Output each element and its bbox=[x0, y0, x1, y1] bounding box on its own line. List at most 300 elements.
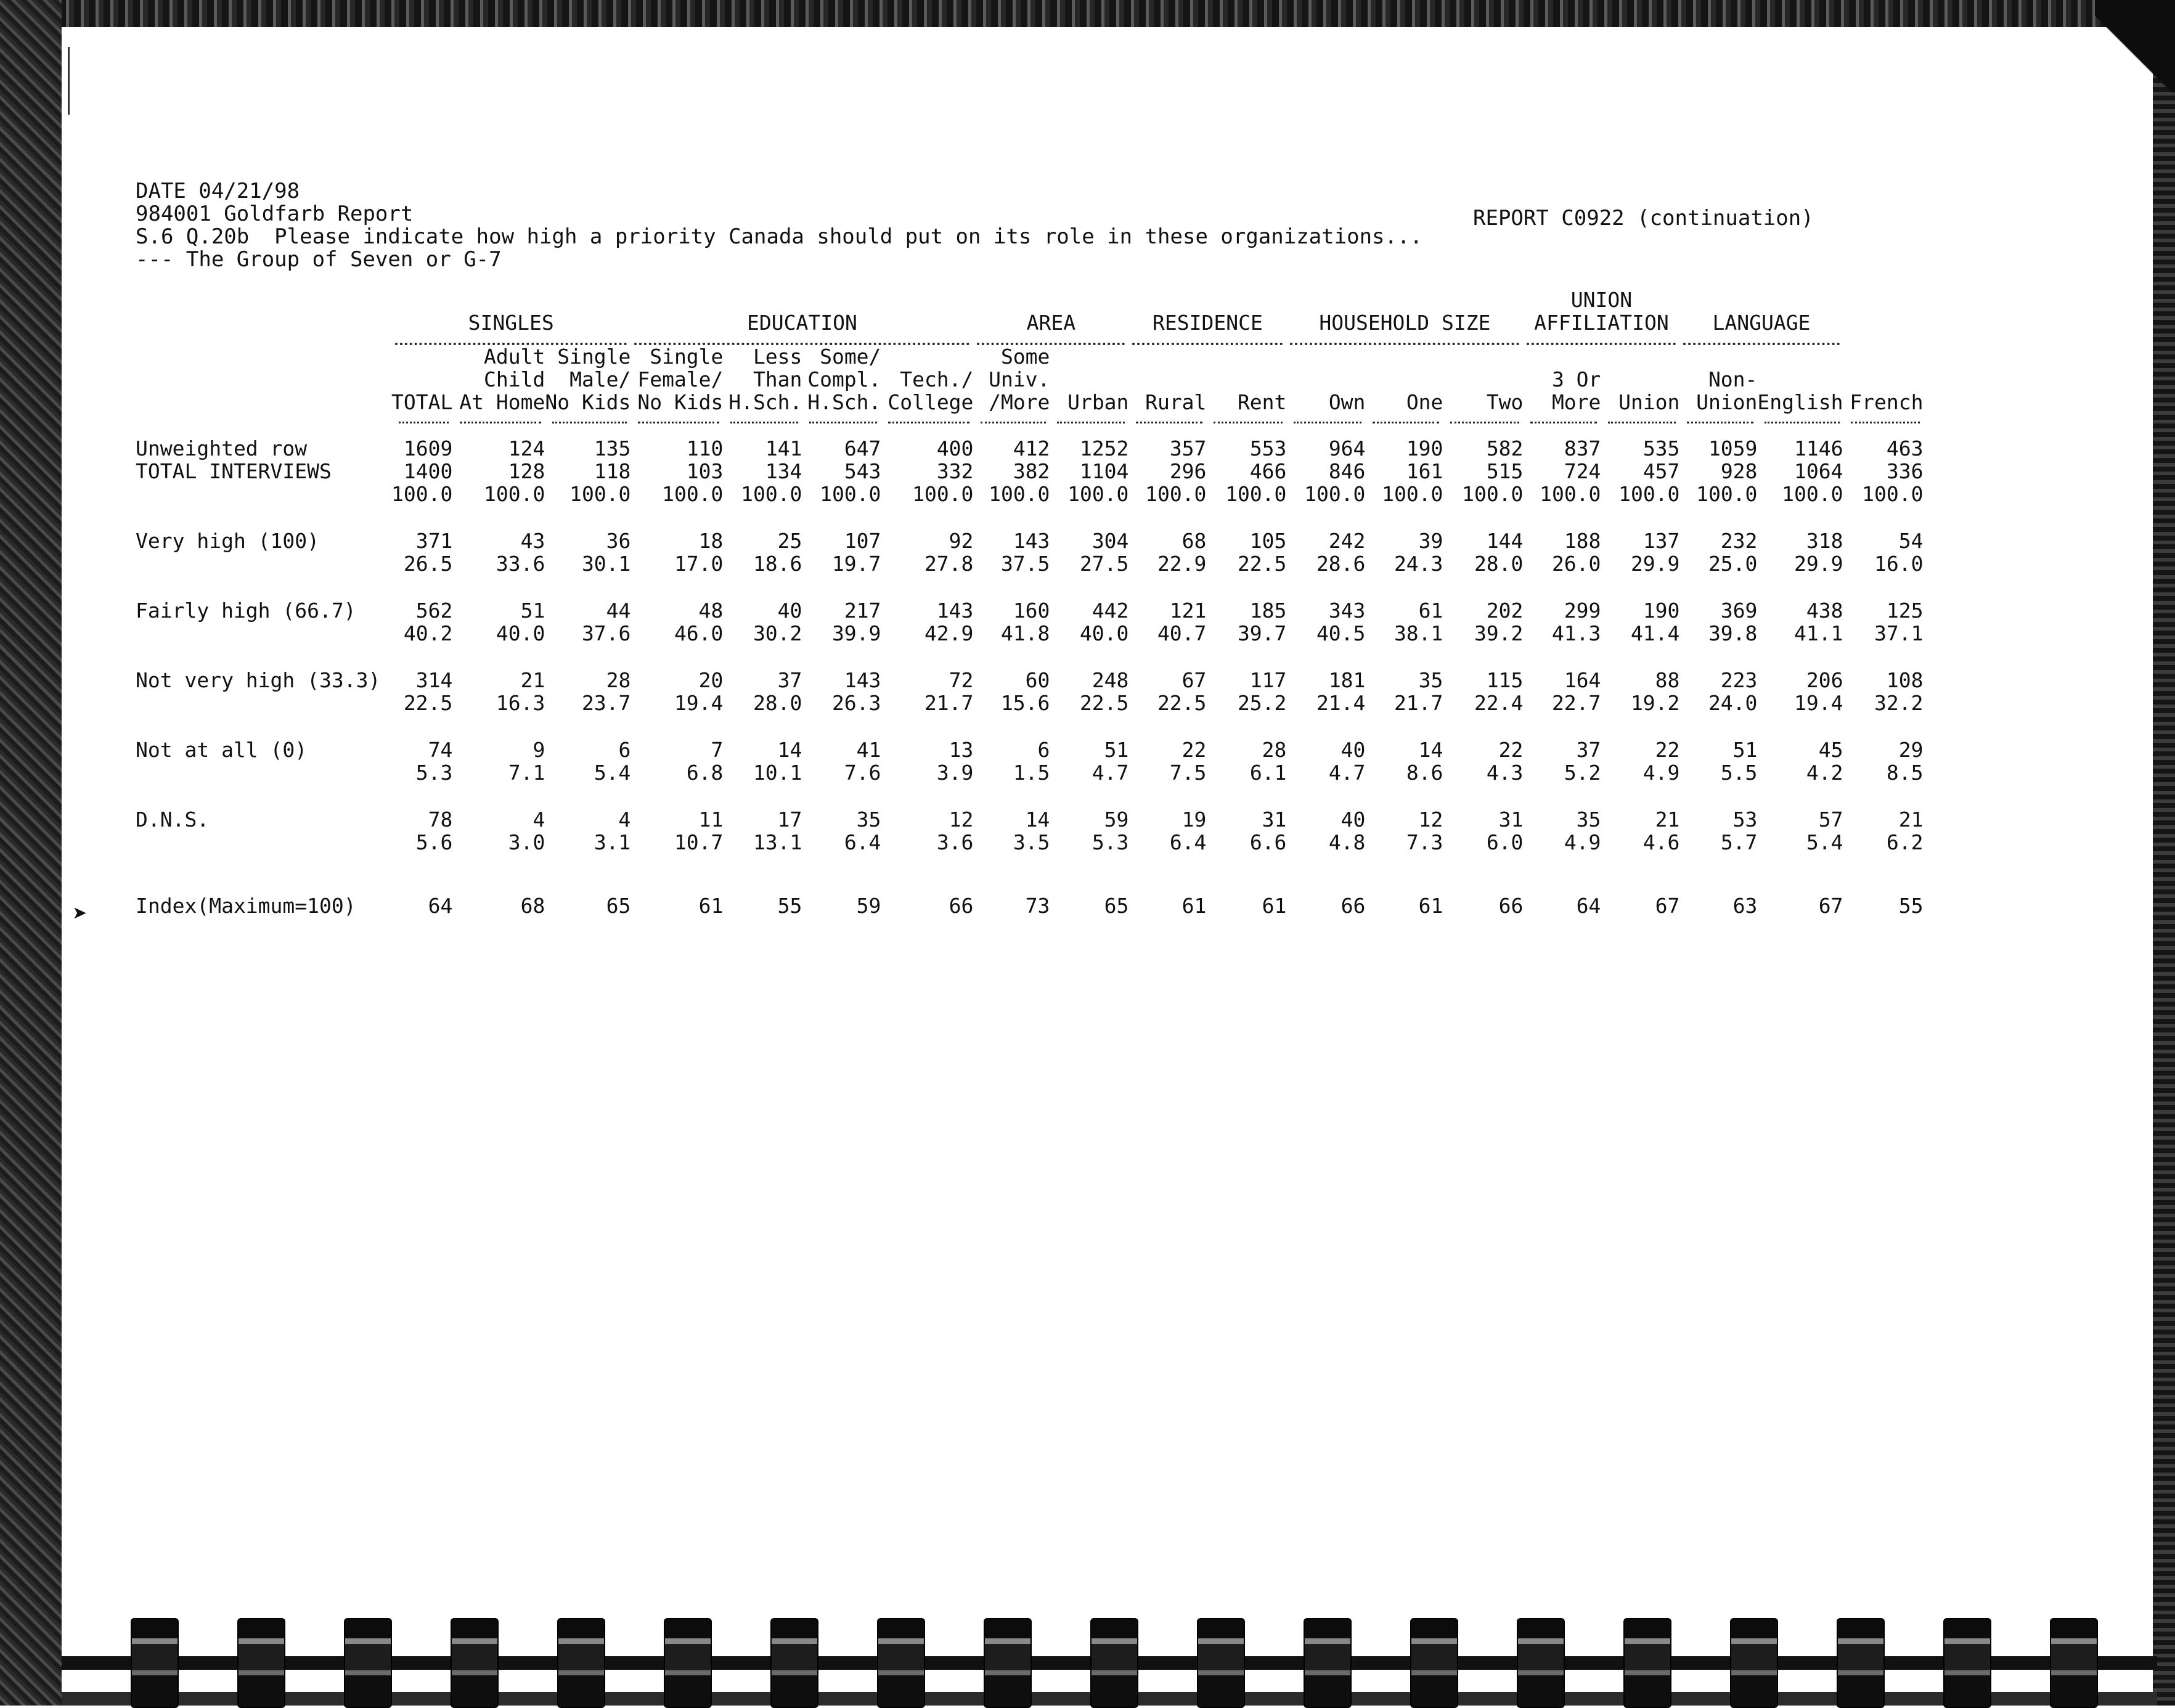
table-cell: 141 bbox=[765, 436, 802, 460]
table-cell: 46.0 bbox=[674, 621, 724, 645]
table-row bbox=[136, 483, 1924, 505]
report-date: DATE 04/21/98 bbox=[136, 179, 300, 203]
table-cell: 7.1 bbox=[508, 761, 545, 785]
row-label bbox=[136, 622, 391, 645]
column-header: Two bbox=[1486, 390, 1524, 414]
table-row bbox=[136, 894, 1924, 917]
table-cell: 553 bbox=[1249, 436, 1287, 460]
report-name: 984001 Goldfarb Report bbox=[136, 202, 414, 226]
group-header-label: AREA bbox=[1026, 311, 1076, 335]
table-cell: 100.0 bbox=[569, 482, 631, 506]
group-header bbox=[136, 288, 391, 334]
table-cell: 343 bbox=[1328, 599, 1366, 623]
table-cell: 40.0 bbox=[496, 621, 545, 645]
table-cell: 16.0 bbox=[1874, 552, 1924, 576]
table-cell: 30.1 bbox=[581, 552, 631, 576]
binding-ring bbox=[451, 1618, 499, 1708]
table-cell: 28.6 bbox=[1316, 552, 1366, 576]
table-cell: 27.8 bbox=[924, 552, 974, 576]
table-cell: 100.0 bbox=[912, 482, 974, 506]
column-header: Non- Union bbox=[1696, 367, 1758, 414]
spacer-row bbox=[136, 505, 1924, 529]
table-cell: 28.0 bbox=[753, 691, 802, 715]
table-cell: 15.6 bbox=[1000, 691, 1050, 715]
table-cell: 5.7 bbox=[1720, 830, 1758, 854]
table-cell: 5.4 bbox=[1806, 830, 1843, 854]
group-underline-cell bbox=[1286, 334, 1523, 345]
table-cell: 92 bbox=[949, 529, 974, 553]
table-cell: 185 bbox=[1249, 599, 1287, 623]
table-cell: 21 bbox=[1898, 807, 1924, 832]
table-cell: 100.0 bbox=[820, 482, 881, 506]
table-cell: 143 bbox=[1013, 529, 1050, 553]
column-underline-cell bbox=[1286, 414, 1365, 423]
table-cell: 74 bbox=[428, 738, 453, 762]
table-cell: 37.6 bbox=[581, 621, 631, 645]
table-cell: 19.4 bbox=[674, 691, 724, 715]
column-underline-cell bbox=[1601, 414, 1679, 423]
table-cell: 39.7 bbox=[1237, 621, 1287, 645]
spacer-cell bbox=[136, 854, 1924, 894]
table-cell: 100.0 bbox=[1304, 482, 1366, 506]
column-header: Union bbox=[1618, 390, 1680, 414]
table-cell: 1064 bbox=[1794, 459, 1843, 483]
table-cell: 37.5 bbox=[1000, 552, 1050, 576]
column-underline-cell bbox=[1443, 414, 1523, 423]
binding-ring bbox=[1304, 1618, 1352, 1708]
table-cell: 8.5 bbox=[1886, 761, 1924, 785]
group-underline-cell bbox=[1128, 334, 1286, 345]
table-cell: 442 bbox=[1092, 599, 1129, 623]
table-cell: 53 bbox=[1732, 807, 1758, 832]
table-cell: 3.0 bbox=[508, 830, 545, 854]
table-cell: 57 bbox=[1818, 807, 1843, 832]
table-cell: 18 bbox=[698, 529, 724, 553]
row-label: Fairly high (66.7) bbox=[136, 599, 356, 623]
table-cell: 438 bbox=[1806, 599, 1843, 623]
table-cell: 20 bbox=[698, 668, 724, 692]
table-row bbox=[136, 738, 1924, 761]
table-cell: 19 bbox=[1181, 807, 1207, 832]
table-cell: 318 bbox=[1806, 529, 1843, 553]
table-cell: 68 bbox=[1181, 529, 1207, 553]
table-cell: 64 bbox=[428, 894, 453, 918]
table-cell: 61 bbox=[1262, 894, 1287, 918]
table-cell: 64 bbox=[1576, 894, 1601, 918]
binding-ring bbox=[557, 1618, 605, 1708]
table-cell: 23.7 bbox=[581, 691, 631, 715]
table-cell: 10.1 bbox=[753, 761, 802, 785]
table-cell: 25.0 bbox=[1708, 552, 1758, 576]
column-underline-cell bbox=[802, 414, 881, 423]
margin-arrow-mark: ➤ bbox=[73, 900, 88, 928]
table-cell: 357 bbox=[1169, 436, 1207, 460]
table-cell: 100.0 bbox=[1618, 482, 1680, 506]
column-underline-cell bbox=[391, 414, 452, 423]
table-cell: 24.3 bbox=[1394, 552, 1443, 576]
table-cell: 4 bbox=[618, 807, 631, 832]
table-cell: 31 bbox=[1262, 807, 1287, 832]
table-cell: 26.0 bbox=[1551, 552, 1601, 576]
group-header-label: EDUCATION bbox=[747, 311, 857, 335]
group-header-label: RESIDENCE bbox=[1153, 311, 1263, 335]
table-row bbox=[136, 552, 1924, 575]
table-cell: 72 bbox=[949, 668, 974, 692]
column-underline-cell bbox=[1843, 414, 1924, 423]
table-cell: 22.4 bbox=[1474, 691, 1524, 715]
table-cell: 466 bbox=[1249, 459, 1287, 483]
column-header: Adult Child At Home bbox=[459, 345, 545, 414]
table-cell: 12 bbox=[1418, 807, 1443, 832]
group-header-label: LANGUAGE bbox=[1712, 311, 1811, 335]
table-cell: 515 bbox=[1486, 459, 1524, 483]
table-cell: 1059 bbox=[1708, 436, 1758, 460]
table-cell: 24.0 bbox=[1708, 691, 1758, 715]
table-cell: 65 bbox=[1104, 894, 1129, 918]
column-header: Single Male/ No Kids bbox=[545, 345, 631, 414]
table-cell: 17.0 bbox=[674, 552, 724, 576]
table-cell: 60 bbox=[1025, 668, 1050, 692]
column-underline-cell bbox=[1128, 414, 1206, 423]
table-cell: 928 bbox=[1720, 459, 1758, 483]
row-label: D.N.S. bbox=[136, 807, 210, 832]
table-row bbox=[136, 529, 1924, 552]
table-cell: 161 bbox=[1406, 459, 1443, 483]
table-cell: 100.0 bbox=[1067, 482, 1129, 506]
spacer-cell bbox=[136, 423, 1924, 437]
table-cell: 647 bbox=[844, 436, 881, 460]
table-cell: 190 bbox=[1406, 436, 1443, 460]
column-header: Single Female/ No Kids bbox=[637, 345, 724, 414]
table-cell: 28 bbox=[606, 668, 631, 692]
table-cell: 124 bbox=[508, 436, 545, 460]
table-cell: 117 bbox=[1249, 668, 1287, 692]
group-header-row bbox=[136, 288, 1924, 334]
column-header: TOTAL bbox=[391, 390, 453, 414]
table-cell: 100.0 bbox=[662, 482, 724, 506]
scan-border-top bbox=[0, 0, 2175, 27]
table-cell: 41 bbox=[856, 738, 881, 762]
row-label: Not very high (33.3) bbox=[136, 668, 381, 692]
table-cell: 4.9 bbox=[1564, 830, 1601, 854]
table-cell: 100.0 bbox=[741, 482, 802, 506]
binding-ring bbox=[131, 1618, 179, 1708]
table-cell: 134 bbox=[765, 459, 802, 483]
group-underline-cell bbox=[630, 334, 973, 345]
table-cell: 582 bbox=[1486, 436, 1524, 460]
table-cell: 28.0 bbox=[1474, 552, 1524, 576]
spacer-row bbox=[136, 714, 1924, 738]
binding-ring bbox=[344, 1618, 392, 1708]
table-cell: 160 bbox=[1013, 599, 1050, 623]
spacer-cell bbox=[136, 645, 1924, 669]
table-cell: 1.5 bbox=[1013, 761, 1050, 785]
table-cell: 543 bbox=[844, 459, 881, 483]
column-underline-cell bbox=[1679, 414, 1757, 423]
table-cell: 41.4 bbox=[1630, 621, 1680, 645]
table-cell: 5.4 bbox=[594, 761, 631, 785]
table-cell: 51 bbox=[1104, 738, 1129, 762]
scan-border-left bbox=[0, 0, 62, 1706]
table-cell: 6 bbox=[1037, 738, 1050, 762]
table-cell: 88 bbox=[1655, 668, 1680, 692]
table-cell: 61 bbox=[698, 894, 724, 918]
table-cell: 13 bbox=[949, 738, 974, 762]
table-cell: 6.0 bbox=[1486, 830, 1524, 854]
table-cell: 181 bbox=[1328, 668, 1366, 692]
group-underline-cell bbox=[973, 334, 1128, 345]
table-cell: 40 bbox=[777, 599, 802, 623]
column-header: Rural bbox=[1145, 390, 1207, 414]
table-cell: 21.7 bbox=[1394, 691, 1443, 715]
table-cell: 8.6 bbox=[1406, 761, 1443, 785]
column-header: 3 Or More bbox=[1551, 367, 1601, 414]
table-cell: 21.4 bbox=[1316, 691, 1366, 715]
binding-ring bbox=[1410, 1618, 1458, 1708]
column-underline-cell bbox=[630, 414, 723, 423]
table-cell: 61 bbox=[1418, 599, 1443, 623]
binding-ring bbox=[1623, 1618, 1671, 1708]
table-cell: 7.6 bbox=[844, 761, 881, 785]
column-header-blank bbox=[136, 345, 391, 414]
table-row bbox=[136, 761, 1924, 784]
table-cell: 6.1 bbox=[1249, 761, 1287, 785]
table-cell: 164 bbox=[1564, 668, 1601, 692]
table-cell: 25.2 bbox=[1237, 691, 1287, 715]
group-header-label: SINGLES bbox=[468, 311, 554, 335]
column-header: Own bbox=[1328, 390, 1366, 414]
table-cell: 31 bbox=[1498, 807, 1524, 832]
table-cell: 296 bbox=[1169, 459, 1207, 483]
table-cell: 67 bbox=[1818, 894, 1843, 918]
group-underline-cell bbox=[1523, 334, 1679, 345]
table-cell: 336 bbox=[1886, 459, 1924, 483]
table-cell: 1252 bbox=[1079, 436, 1129, 460]
binding-ring bbox=[1730, 1618, 1778, 1708]
table-cell: 55 bbox=[1898, 894, 1924, 918]
question-subject: --- The Group of Seven or G-7 bbox=[136, 247, 502, 272]
table-cell: 1609 bbox=[403, 436, 453, 460]
binding-ring bbox=[1943, 1618, 1991, 1708]
table-cell: 1146 bbox=[1794, 436, 1843, 460]
table-cell: 125 bbox=[1886, 599, 1924, 623]
table-cell: 400 bbox=[936, 436, 974, 460]
table-cell: 36 bbox=[606, 529, 631, 553]
table-cell: 3.9 bbox=[936, 761, 974, 785]
binding-ring bbox=[2050, 1618, 2098, 1708]
table-cell: 463 bbox=[1886, 436, 1924, 460]
spacer-row bbox=[136, 854, 1924, 894]
spacer-cell bbox=[136, 784, 1924, 808]
table-row bbox=[136, 692, 1924, 714]
table-cell: 837 bbox=[1564, 436, 1601, 460]
table-cell: 35 bbox=[856, 807, 881, 832]
table-cell: 39 bbox=[1418, 529, 1443, 553]
column-header-row bbox=[136, 345, 1924, 414]
column-underline-cell bbox=[1050, 414, 1128, 423]
table-cell: 61 bbox=[1418, 894, 1443, 918]
group-header bbox=[1128, 288, 1286, 334]
table-cell: 6 bbox=[618, 738, 631, 762]
row-label bbox=[136, 761, 391, 784]
column-underline-cell bbox=[881, 414, 973, 423]
table-cell: 26.5 bbox=[403, 552, 453, 576]
table-cell: 7.3 bbox=[1406, 830, 1443, 854]
table-cell: 3.6 bbox=[936, 830, 974, 854]
table-cell: 535 bbox=[1642, 436, 1680, 460]
column-header: Some Univ. /More bbox=[989, 345, 1050, 414]
spacer-cell bbox=[136, 505, 1924, 529]
table-cell: 22.5 bbox=[1157, 691, 1207, 715]
column-header: Urban bbox=[1067, 390, 1129, 414]
table-cell: 42.9 bbox=[924, 621, 974, 645]
group-header-label: HOUSEHOLD SIZE bbox=[1319, 311, 1491, 335]
column-underline-row bbox=[136, 414, 1924, 423]
table-cell: 22.5 bbox=[1079, 691, 1129, 715]
table-row bbox=[136, 599, 1924, 622]
table-cell: 242 bbox=[1328, 529, 1366, 553]
row-label: Very high (100) bbox=[136, 529, 320, 553]
row-label: TOTAL INTERVIEWS bbox=[136, 459, 332, 483]
table-cell: 144 bbox=[1486, 529, 1524, 553]
table-cell: 1400 bbox=[403, 459, 453, 483]
table-cell: 115 bbox=[1486, 668, 1524, 692]
column-underline-cell bbox=[1523, 414, 1601, 423]
table-cell: 314 bbox=[415, 668, 453, 692]
table-cell: 22.5 bbox=[1237, 552, 1287, 576]
table-cell: 40.0 bbox=[1079, 621, 1129, 645]
table-cell: 846 bbox=[1328, 459, 1366, 483]
table-cell: 4.7 bbox=[1328, 761, 1366, 785]
table-cell: 137 bbox=[1642, 529, 1680, 553]
table-cell: 6.4 bbox=[844, 830, 881, 854]
table-cell: 59 bbox=[1104, 807, 1129, 832]
table-cell: 13.1 bbox=[753, 830, 802, 854]
table-cell: 724 bbox=[1564, 459, 1601, 483]
table-cell: 66 bbox=[1341, 894, 1366, 918]
group-underline-row bbox=[136, 334, 1924, 345]
group-header bbox=[1679, 288, 1843, 334]
table-cell: 100.0 bbox=[1145, 482, 1207, 506]
row-label bbox=[136, 552, 391, 575]
table-cell: 22.7 bbox=[1551, 691, 1601, 715]
binding-ring bbox=[770, 1618, 818, 1708]
table-cell: 19.2 bbox=[1630, 691, 1680, 715]
report-header bbox=[136, 180, 1422, 271]
table-cell: 7.5 bbox=[1169, 761, 1207, 785]
table-cell: 121 bbox=[1169, 599, 1207, 623]
column-header: Rent bbox=[1237, 390, 1287, 414]
column-header: French bbox=[1850, 390, 1924, 414]
table-cell: 9 bbox=[533, 738, 545, 762]
table-cell: 29.9 bbox=[1630, 552, 1680, 576]
table-cell: 3.1 bbox=[594, 830, 631, 854]
group-header bbox=[391, 288, 630, 334]
table-cell: 5.3 bbox=[1092, 830, 1129, 854]
table-cell: 37.1 bbox=[1874, 621, 1924, 645]
table-cell: 63 bbox=[1732, 894, 1758, 918]
group-underline-cell bbox=[391, 334, 630, 345]
table-cell: 100.0 bbox=[1462, 482, 1524, 506]
table-cell: 248 bbox=[1092, 668, 1129, 692]
column-underline-blank bbox=[136, 414, 391, 423]
table-cell: 143 bbox=[844, 668, 881, 692]
page-edge-mark bbox=[68, 47, 76, 115]
table-cell: 4.3 bbox=[1486, 761, 1524, 785]
column-underline-cell bbox=[723, 414, 802, 423]
table-cell: 4.8 bbox=[1328, 830, 1366, 854]
table-cell: 110 bbox=[686, 436, 724, 460]
table-cell: 43 bbox=[520, 529, 545, 553]
table-cell: 27.5 bbox=[1079, 552, 1129, 576]
table-cell: 128 bbox=[508, 459, 545, 483]
table-cell: 382 bbox=[1013, 459, 1050, 483]
table-cell: 100.0 bbox=[1225, 482, 1287, 506]
table-cell: 118 bbox=[594, 459, 631, 483]
table-cell: 4.7 bbox=[1092, 761, 1129, 785]
spacer-cell bbox=[136, 714, 1924, 738]
column-header: Tech./ College bbox=[888, 367, 974, 414]
table-cell: 105 bbox=[1249, 529, 1287, 553]
table-cell: 6.2 bbox=[1886, 830, 1924, 854]
row-label: Not at all (0) bbox=[136, 738, 308, 762]
table-cell: 21 bbox=[1655, 807, 1680, 832]
table-cell: 100.0 bbox=[1696, 482, 1758, 506]
table-cell: 107 bbox=[844, 529, 881, 553]
group-underline-cell bbox=[136, 334, 391, 345]
table-cell: 100.0 bbox=[1382, 482, 1443, 506]
table-cell: 40.7 bbox=[1157, 621, 1207, 645]
table-cell: 332 bbox=[936, 459, 974, 483]
table-row bbox=[136, 808, 1924, 831]
table-cell: 41.1 bbox=[1794, 621, 1843, 645]
column-underline-cell bbox=[1206, 414, 1286, 423]
row-label bbox=[136, 483, 391, 505]
table-cell: 5.6 bbox=[415, 830, 453, 854]
table-cell: 10.7 bbox=[674, 830, 724, 854]
table-cell: 412 bbox=[1013, 436, 1050, 460]
table-cell: 14 bbox=[1025, 807, 1050, 832]
column-underline-cell bbox=[973, 414, 1050, 423]
table-cell: 562 bbox=[415, 599, 453, 623]
table-cell: 35 bbox=[1576, 807, 1601, 832]
spacer-row bbox=[136, 575, 1924, 599]
folded-corner bbox=[2095, 0, 2175, 92]
table-cell: 371 bbox=[415, 529, 453, 553]
table-cell: 188 bbox=[1564, 529, 1601, 553]
column-header: Less Than H.Sch. bbox=[728, 345, 802, 414]
question-text: S.6 Q.20b Please indicate how high a priority Canada should put on its role in these organizations... bbox=[136, 224, 1422, 249]
table-cell: 1104 bbox=[1079, 459, 1129, 483]
column-underline-cell bbox=[1365, 414, 1443, 423]
table-cell: 100.0 bbox=[1862, 482, 1924, 506]
table-cell: 6.4 bbox=[1169, 830, 1207, 854]
table-cell: 39.2 bbox=[1474, 621, 1524, 645]
table-cell: 22.5 bbox=[403, 691, 453, 715]
table-cell: 29 bbox=[1898, 738, 1924, 762]
table-row bbox=[136, 831, 1924, 854]
table-row bbox=[136, 437, 1924, 460]
table-row bbox=[136, 622, 1924, 645]
table-cell: 17 bbox=[777, 807, 802, 832]
table-cell: 5.3 bbox=[415, 761, 453, 785]
spacer-row bbox=[136, 645, 1924, 669]
spiral-binding bbox=[62, 1618, 2157, 1706]
binding-ring bbox=[1197, 1618, 1245, 1708]
table-cell: 37 bbox=[777, 668, 802, 692]
table-cell: 223 bbox=[1720, 668, 1758, 692]
table-cell: 14 bbox=[777, 738, 802, 762]
